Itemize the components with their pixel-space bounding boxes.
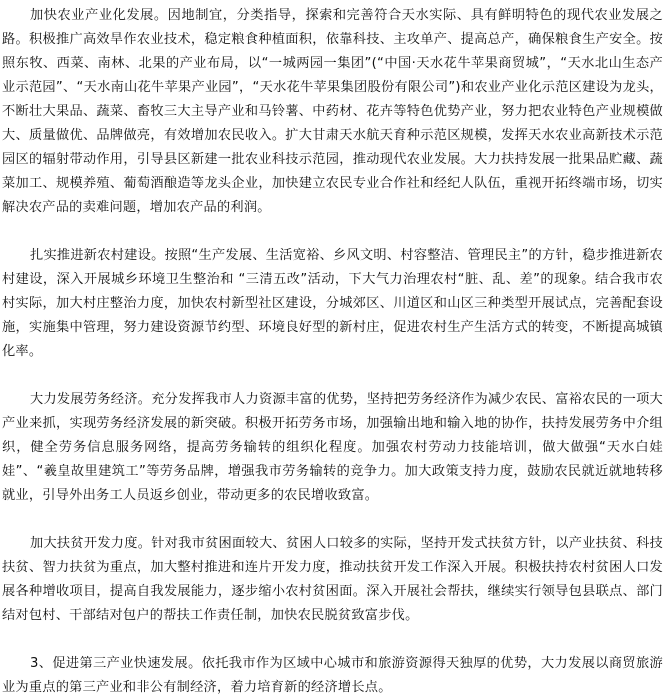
paragraph-spacer — [2, 508, 663, 532]
paragraph-agriculture-industrialization: 加快农业产业化发展。因地制宜，分类指导，探索和完善符合天水实际、具有鲜明特色的现代农业发展之路。积极推广高效旱作农业技术，稳定粮食种植面积，依靠科技、主攻单产、提高总产，确保粮食生产安全。按照东牧、西菜、南林、北果的产业布局，以“一城两园一集团”(“中国·天水花牛苹果商贸城”，“天水北山生态产业示范园”、“天水南山花牛苹果产业园”，“天水花牛苹果集团股份有限公司”)和农业产业化示范区建设为龙头，不断壮大果品、蔬菜、畜牧三大主导产业和马铃薯、中药材、花卉等特色优势产业，努力把农业特色产业规模做大、质量做优、品牌做亮，有效增加农民收入。扩大甘肃天水航天育种示范区规模，发挥天水农业高新技术示范园区的辐射带动作用，引导县区新建一批农业科技示范园，推动现代农业发展。大力扶持发展一批果品贮藏、蔬菜加工、规模养殖、葡萄酒酿造等龙头企业，加快建立农民专业合作社和经纪人队伍，重视开拓终端市场，切实解决农产品的卖难问题，增加农产品的利润。 — [2, 8, 663, 215]
paragraph-poverty-alleviation: 加大扶贫开发力度。针对我市贫困面较大、贫困人口较多的实际，坚持开发式扶贫方针，以产业扶贫、科技扶贫、智力扶贫为重点，加大整村推进和连片开发力度，推动扶贫开发工作深入开展。积极扶持农村贫困人口发展各种增收项目，提高自我发展能力，逐步缩小农村贫困面。深入开展社会帮扶，继续实行领导包县联点、部门结对包村、干部结对包户的帮扶工作责任制，加快农民脱贫致富步伐。 — [2, 536, 663, 623]
paragraph-spacer — [2, 220, 663, 244]
paragraph-spacer — [2, 628, 663, 652]
paragraph-new-countryside: 扎实推进新农村建设。按照“生产发展、生活宽裕、乡风文明、村容整洁、管理民主”的方针，稳步推进新农村建设，深入开展城乡环境卫生整治和 “三清五改”活动，下大气力治理农村“脏、乱、差”的现象。结合我市农村实际，加大村庄整治力度，加快农村新型社区建设，分城郊区、川道区和山区三种类型开展试点，完善配套设施，实施集中管理，努力建设资源节约型、环境良好型的新村庄，促进农村生产生活方式的转变，不断提高城镇化率。 — [2, 248, 663, 359]
paragraph-tertiary-industry: 3、促进第三产业快速发展。依托我市作为区域中心城市和旅游资源得天独厚的优势，大力发展以商贸旅游业为重点的第三产业和非公有制经济，着力培育新的经济增长点。 — [2, 656, 663, 695]
paragraph-spacer — [2, 364, 663, 388]
paragraph-labor-economy: 大力发展劳务经济。充分发挥我市人力资源丰富的优势，坚持把劳务经济作为减少农民、富裕农民的一项大产业来抓，实现劳务经济发展的新突破。积极开拓劳务市场，加强输出地和输入地的协作，扶持发展劳务中介组织，健全劳务信息服务网络，提高劳务输转的组织化程度。加强农村劳动力技能培训，做大做强“天水白娃娃”、“羲皇故里建筑工”等劳务品牌，增强我市劳务输转的竞争力。加大政策支持力度，鼓励农民就近就地转移就业，引导外出务工人员返乡创业，带动更多的农民增收致富。 — [2, 392, 663, 503]
